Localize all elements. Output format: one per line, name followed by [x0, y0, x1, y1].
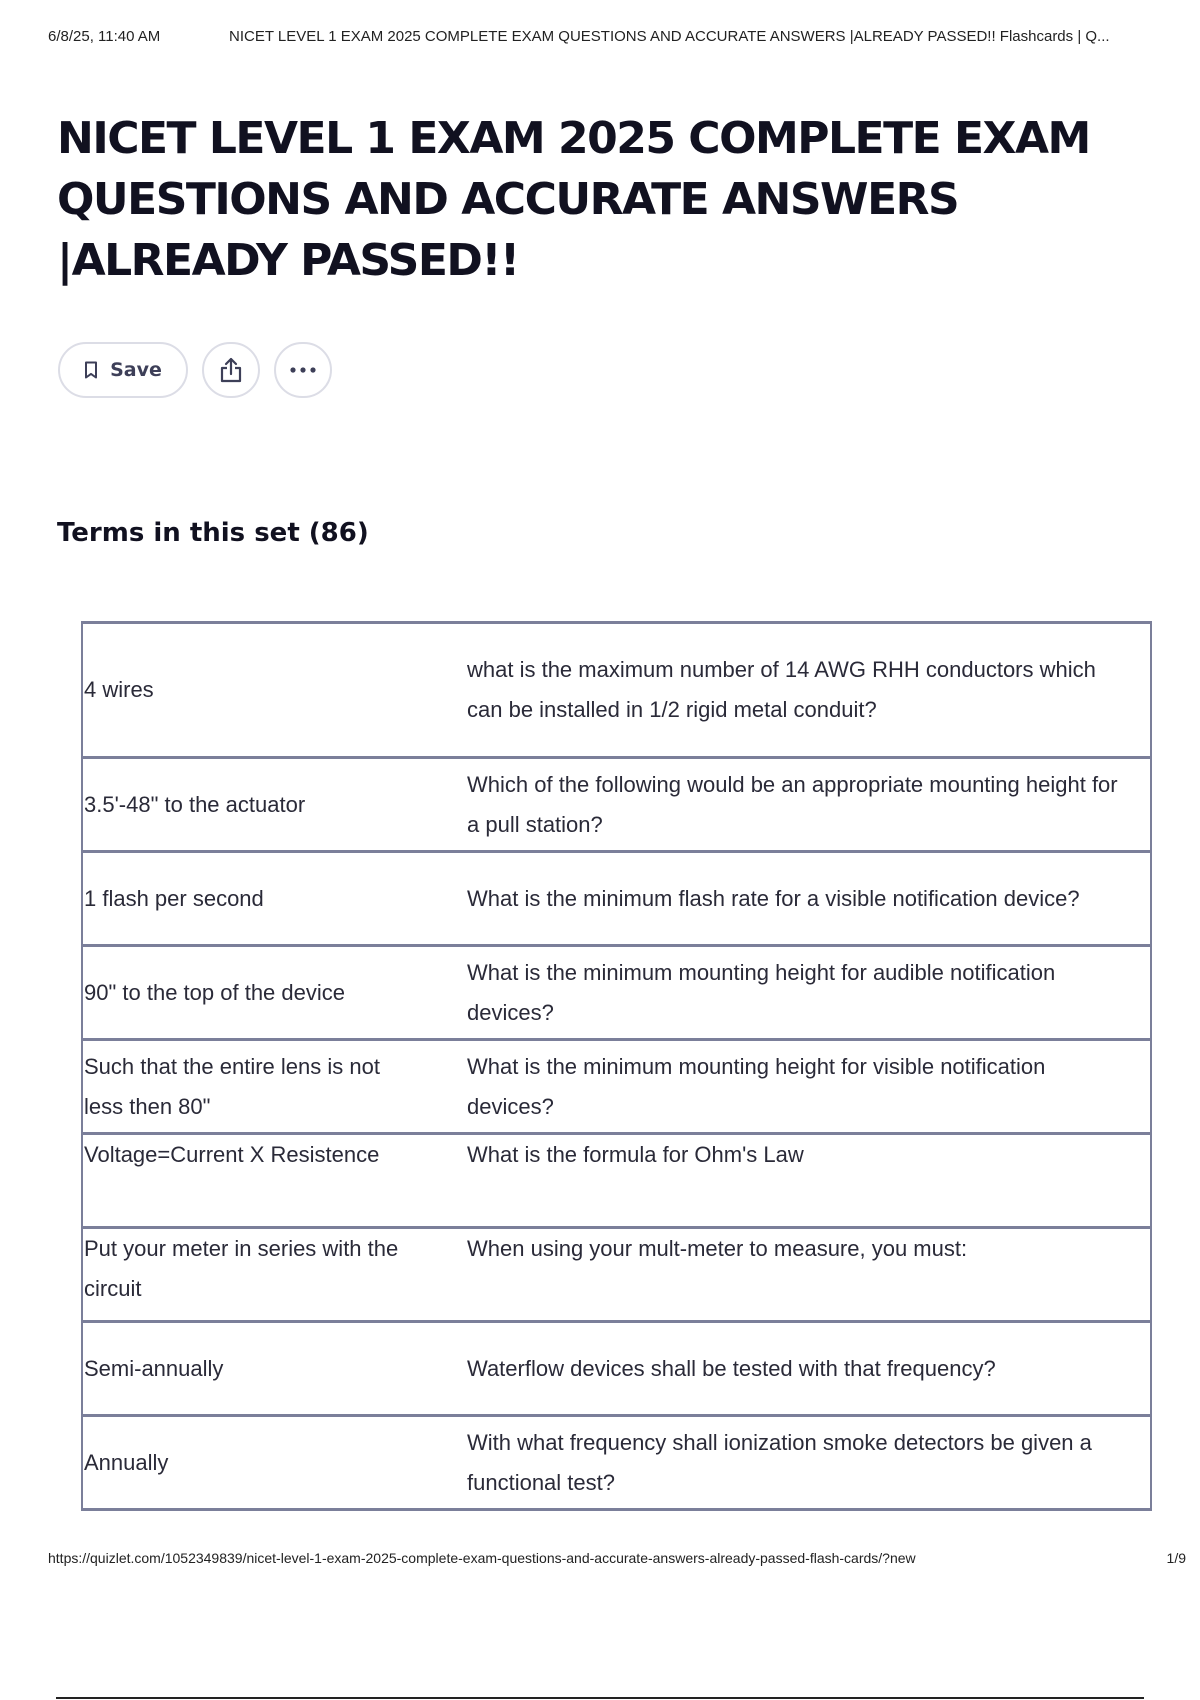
definition-text: What is the formula for Ohm's Law [420, 1134, 1151, 1228]
term-text: 90" to the top of the device [82, 946, 420, 1040]
term-row[interactable] [82, 1416, 1151, 1510]
definition-text: With what frequency shall ionization smoke detectors be given a functional test? [420, 1416, 1151, 1510]
term-row[interactable] [82, 1134, 1151, 1228]
bookmark-icon [84, 361, 98, 379]
definition-text: what is the maximum number of 14 AWG RHH conductors which can be installed in 1/2 rigid metal conduit? [420, 623, 1151, 758]
term-text: 3.5'-48" to the actuator [82, 758, 420, 852]
definition-text: What is the minimum mounting height for visible notification devices? [420, 1040, 1151, 1134]
page-divider [56, 1697, 1144, 1699]
definition-text: What is the minimum flash rate for a visible notification device? [420, 852, 1151, 946]
save-button[interactable] [58, 342, 188, 398]
term-text: 1 flash per second [82, 852, 420, 946]
more-icon [289, 367, 317, 373]
save-label: Save [110, 359, 162, 381]
term-row[interactable] [82, 852, 1151, 946]
more-button[interactable] [274, 342, 332, 398]
action-bar [58, 342, 332, 398]
definition-text: What is the minimum mounting height for audible notification devices? [420, 946, 1151, 1040]
term-row[interactable] [82, 946, 1151, 1040]
share-button[interactable] [202, 342, 260, 398]
terms-heading: Terms in this set (86) [57, 518, 369, 548]
term-row[interactable] [82, 623, 1151, 758]
terms-table [81, 621, 1152, 1511]
term-text: Such that the entire lens is not less then 80" [82, 1040, 420, 1134]
term-row[interactable] [82, 1228, 1151, 1322]
print-header [48, 28, 1170, 45]
page-title: NICET LEVEL 1 EXAM 2025 COMPLETE EXAM QUESTIONS AND ACCURATE ANSWERS |ALREADY PASSED!! [57, 113, 1090, 286]
definition-text: Waterflow devices shall be tested with that frequency? [420, 1322, 1151, 1416]
page-number: 1/9 [1166, 1550, 1186, 1566]
definition-text: Which of the following would be an appropriate mounting height for a pull station? [420, 758, 1151, 852]
print-doc-title: NICET LEVEL 1 EXAM 2025 COMPLETE EXAM QUESTIONS AND ACCURATE ANSWERS |ALREADY PASSED!! Flashcards | Q... [229, 28, 1110, 45]
share-icon [218, 356, 244, 384]
term-row[interactable] [82, 758, 1151, 852]
term-row[interactable] [82, 1322, 1151, 1416]
term-text: 4 wires [82, 623, 420, 758]
term-text: Semi-annually [82, 1322, 420, 1416]
term-text: Annually [82, 1416, 420, 1510]
term-text: Put your meter in series with the circuit [82, 1228, 420, 1322]
definition-text: When using your mult-meter to measure, you must: [420, 1228, 1151, 1322]
print-footer [48, 1550, 1186, 1566]
print-date: 6/8/25, 11:40 AM [48, 28, 161, 45]
term-text: Voltage=Current X Resistence [82, 1134, 420, 1228]
term-row[interactable] [82, 1040, 1151, 1134]
print-url: https://quizlet.com/1052349839/nicet-level-1-exam-2025-complete-exam-questions-and-accurate-answers-already-passed-flash-cards/?new [48, 1550, 916, 1566]
